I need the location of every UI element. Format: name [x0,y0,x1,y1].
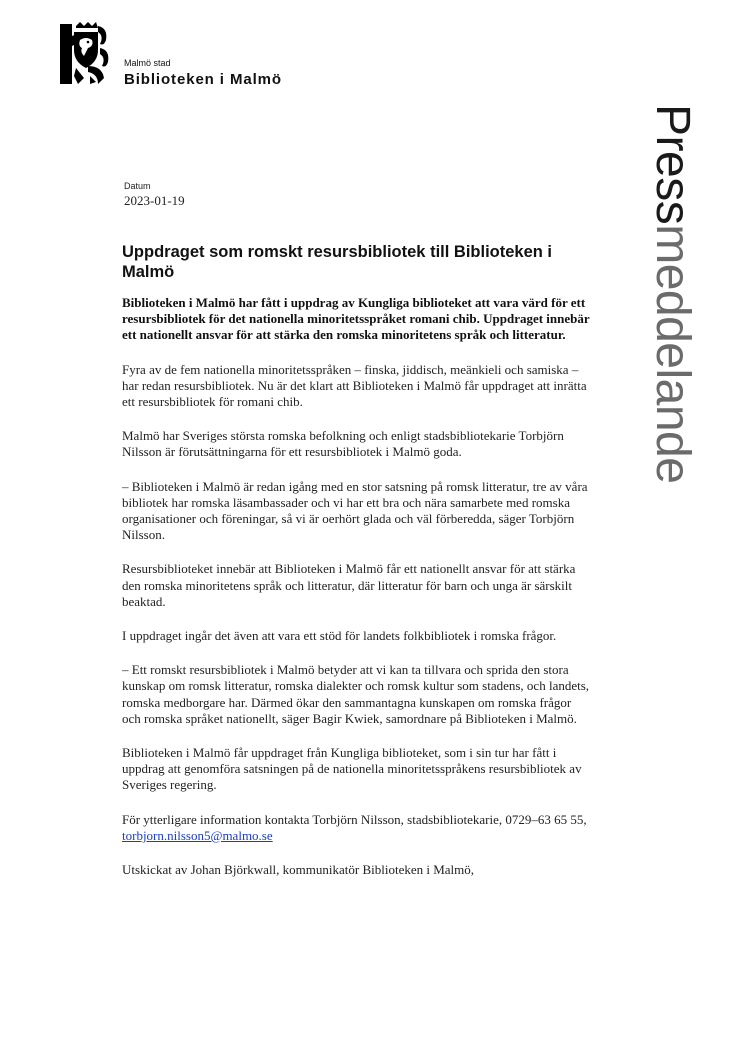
organization-block [124,58,282,89]
article-title: Uppdraget som romskt resursbibliotek till Biblioteken i Malmö [122,243,552,281]
pressmeddelande-side-label [642,104,702,564]
article-paragraph: – Biblioteken i Malmö är redan igång med en stor satsning på romsk litteratur, tre av våra bibliotek har romska läsambassader och vi har ett bra och nära samarbete med romska organisationer och föreningar, så vi är oerhört glada och väl förberedda, säger Torbjörn Nilsson. [122,478,588,543]
contact-text: För ytterligare information kontakta Torbjörn Nilsson, stadsbibliotekarie, 0729–63 65 55, [122,811,587,827]
contact-paragraph [122,812,592,844]
org-subtitle: Malmö stad [124,58,171,68]
article-paragraph: – Ett romskt resursbibliotek i Malmö betyder att vi kan ta tillvara och sprida den stora kunskap om romsk litteratur, romska dialekter och romsk kultur som stadens, och landets, romska medborgare har. Därmed ökar den sammantagna kunskapen om romska frågor och romska språket nationellt, säger Bagir Kwiek, samordnare på Biblioteken i Malmö. [122,662,590,726]
org-name: Biblioteken i Malmö [124,71,282,88]
side-label-meddelande: meddelande [646,224,699,484]
sender-paragraph: Utskickat av Johan Björkwall, kommunikatör Biblioteken i Malmö, [122,862,475,878]
date-value: 2023-01-19 [124,193,185,208]
article-paragraph: I uppdraget ingår det även att vara ett stöd för landets folkbibliotek i romska frågor. [122,628,557,644]
article-paragraph: Malmö har Sveriges största romska befolkning och enligt stadsbibliotekarie Torbjörn Nilsson är förutsättningarna för ett resursbibliotek i Malmö goda. [122,428,564,460]
contact-email-link[interactable]: torbjorn.nilsson5@malmo.se [122,827,273,843]
side-label-press: Press [646,104,699,225]
article-paragraph: Fyra av de fem nationella minoritetsspråken – finska, jiddisch, meänkieli och samiska – har redan resursbibliotek. Nu är det klart att Biblioteken i Malmö får uppdraget att inrätta ett resursbibliotek för romani chib. [122,361,587,410]
article-lead: Biblioteken i Malmö har fått i uppdrag av Kungliga biblioteket att vara värd för ett resursbibliotek för det nationella minoritetsspråket romani chib. Uppdraget innebär ett nationellt ansvar för att stärka den romska minoritetens språk och litteratur. [122,295,590,343]
malmo-coat-of-arms-logo [58,22,114,86]
article-body [122,295,592,896]
article-paragraph: Biblioteken i Malmö får uppdraget från Kungliga biblioteket, som i sin tur har fått i uppdrag att genomföra satsningen på de nationella minoritetsspråkens resursbibliotek av Sveriges regering. [122,745,582,793]
date-label: Datum [124,181,151,191]
article-paragraph: Resursbiblioteket innebär att Biblioteken i Malmö får ett nationellt ansvar för att stärka den romska minoritetens språk och litteratur, där litteratur för barn och unga är särskilt beaktad. [122,561,576,609]
